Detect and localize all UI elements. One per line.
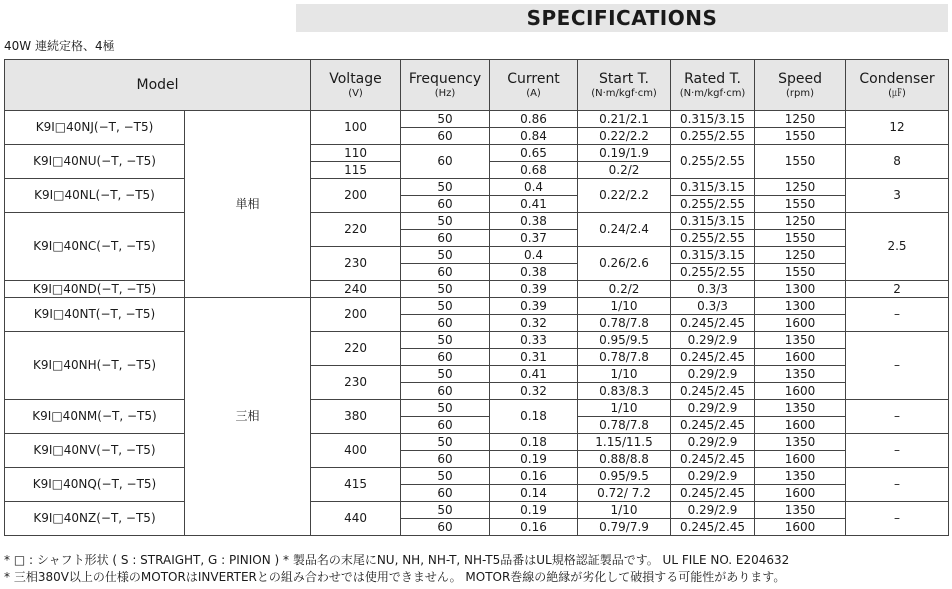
table-row bbox=[5, 145, 949, 162]
condenser-cell: – bbox=[846, 400, 949, 434]
voltage-cell: 110 bbox=[311, 145, 401, 162]
speed-cell: 1600 bbox=[755, 417, 846, 434]
current-cell: 0.39 bbox=[490, 298, 578, 315]
condenser-cell: 2 bbox=[846, 281, 949, 298]
model-cell: K9I□40NV(−T, −T5) bbox=[5, 434, 185, 468]
speed-cell: 1250 bbox=[755, 179, 846, 196]
rated-torque-cell: 0.245/2.45 bbox=[671, 451, 755, 468]
condenser-cell: 2.5 bbox=[846, 213, 949, 281]
header-frequency: Frequency (Hz) bbox=[401, 60, 490, 111]
speed-cell: 1600 bbox=[755, 383, 846, 400]
rated-torque-cell: 0.29/2.9 bbox=[671, 468, 755, 485]
rated-torque-cell: 0.255/2.55 bbox=[671, 196, 755, 213]
speed-cell: 1350 bbox=[755, 366, 846, 383]
frequency-cell: 50 bbox=[401, 281, 490, 298]
voltage-cell: 230 bbox=[311, 366, 401, 400]
speed-cell: 1250 bbox=[755, 111, 846, 128]
current-cell: 0.16 bbox=[490, 468, 578, 485]
model-cell: K9I□40NZ(−T, −T5) bbox=[5, 502, 185, 536]
current-cell: 0.38 bbox=[490, 264, 578, 281]
current-cell: 0.18 bbox=[490, 434, 578, 451]
header-model: Model bbox=[5, 60, 311, 111]
start-torque-cell: 0.22/2.2 bbox=[578, 179, 671, 213]
speed-cell: 1300 bbox=[755, 281, 846, 298]
speed-cell: 1600 bbox=[755, 485, 846, 502]
voltage-cell: 200 bbox=[311, 179, 401, 213]
frequency-cell: 60 bbox=[401, 383, 490, 400]
start-torque-cell: 0.78/7.8 bbox=[578, 417, 671, 434]
rated-torque-cell: 0.315/3.15 bbox=[671, 213, 755, 230]
current-cell: 0.86 bbox=[490, 111, 578, 128]
speed-cell: 1300 bbox=[755, 298, 846, 315]
speed-cell: 1600 bbox=[755, 519, 846, 536]
voltage-cell: 415 bbox=[311, 468, 401, 502]
frequency-cell: 50 bbox=[401, 332, 490, 349]
condenser-cell: 12 bbox=[846, 111, 949, 145]
start-torque-cell: 0.2/2 bbox=[578, 162, 671, 179]
rated-torque-cell: 0.245/2.45 bbox=[671, 485, 755, 502]
rated-torque-cell: 0.3/3 bbox=[671, 298, 755, 315]
speed-cell: 1250 bbox=[755, 247, 846, 264]
start-torque-cell: 1/10 bbox=[578, 366, 671, 383]
voltage-cell: 240 bbox=[311, 281, 401, 298]
rated-torque-cell: 0.255/2.55 bbox=[671, 264, 755, 281]
voltage-cell: 220 bbox=[311, 332, 401, 366]
header-row bbox=[5, 60, 949, 111]
current-cell: 0.4 bbox=[490, 247, 578, 264]
model-cell: K9I□40NC(−T, −T5) bbox=[5, 213, 185, 281]
start-torque-cell: 0.22/2.2 bbox=[578, 128, 671, 145]
current-cell: 0.19 bbox=[490, 502, 578, 519]
current-cell: 0.68 bbox=[490, 162, 578, 179]
header-start-torque: Start T. (N·m/kgf·cm) bbox=[578, 60, 671, 111]
rated-torque-cell: 0.315/3.15 bbox=[671, 179, 755, 196]
frequency-cell: 60 bbox=[401, 145, 490, 179]
rated-torque-cell: 0.3/3 bbox=[671, 281, 755, 298]
start-torque-cell: 0.2/2 bbox=[578, 281, 671, 298]
model-cell: K9I□40NH(−T, −T5) bbox=[5, 332, 185, 400]
start-torque-cell: 0.72/ 7.2 bbox=[578, 485, 671, 502]
voltage-cell: 440 bbox=[311, 502, 401, 536]
rated-torque-cell: 0.255/2.55 bbox=[671, 145, 755, 179]
start-torque-cell: 0.21/2.1 bbox=[578, 111, 671, 128]
frequency-cell: 50 bbox=[401, 502, 490, 519]
speed-cell: 1550 bbox=[755, 196, 846, 213]
speed-cell: 1550 bbox=[755, 230, 846, 247]
frequency-cell: 60 bbox=[401, 485, 490, 502]
table-row bbox=[5, 434, 949, 451]
table-row bbox=[5, 179, 949, 196]
speed-cell: 1600 bbox=[755, 349, 846, 366]
table-row bbox=[5, 332, 949, 349]
model-cell: K9I□40NM(−T, −T5) bbox=[5, 400, 185, 434]
start-torque-cell: 0.19/1.9 bbox=[578, 145, 671, 162]
voltage-cell: 200 bbox=[311, 298, 401, 332]
table-row bbox=[5, 281, 949, 298]
condenser-cell: – bbox=[846, 468, 949, 502]
table-row bbox=[5, 111, 949, 128]
table-row bbox=[5, 502, 949, 519]
rated-torque-cell: 0.255/2.55 bbox=[671, 128, 755, 145]
model-cell: K9I□40NL(−T, −T5) bbox=[5, 179, 185, 213]
current-cell: 0.33 bbox=[490, 332, 578, 349]
rated-torque-cell: 0.315/3.15 bbox=[671, 111, 755, 128]
page-title: SPECIFICATIONS bbox=[526, 6, 718, 30]
frequency-cell: 60 bbox=[401, 264, 490, 281]
header-condenser: Condenser (㎌) bbox=[846, 60, 949, 111]
rated-torque-cell: 0.29/2.9 bbox=[671, 366, 755, 383]
start-torque-cell: 0.95/9.5 bbox=[578, 332, 671, 349]
speed-cell: 1350 bbox=[755, 434, 846, 451]
current-cell: 0.37 bbox=[490, 230, 578, 247]
condenser-cell: – bbox=[846, 434, 949, 468]
rated-torque-cell: 0.315/3.15 bbox=[671, 247, 755, 264]
table-row bbox=[5, 213, 949, 230]
frequency-cell: 50 bbox=[401, 468, 490, 485]
current-cell: 0.39 bbox=[490, 281, 578, 298]
model-cell: K9I□40NQ(−T, −T5) bbox=[5, 468, 185, 502]
start-torque-cell: 0.95/9.5 bbox=[578, 468, 671, 485]
phase-single: 単相 bbox=[185, 111, 311, 298]
frequency-cell: 50 bbox=[401, 111, 490, 128]
rated-torque-cell: 0.245/2.45 bbox=[671, 417, 755, 434]
start-torque-cell: 0.78/7.8 bbox=[578, 349, 671, 366]
model-cell: K9I□40NJ(−T, −T5) bbox=[5, 111, 185, 145]
frequency-cell: 60 bbox=[401, 451, 490, 468]
subtitle: 40W 連続定格、4極 bbox=[4, 39, 115, 53]
start-torque-cell: 1.15/11.5 bbox=[578, 434, 671, 451]
rated-torque-cell: 0.245/2.45 bbox=[671, 349, 755, 366]
rated-torque-cell: 0.29/2.9 bbox=[671, 502, 755, 519]
speed-cell: 1250 bbox=[755, 213, 846, 230]
voltage-cell: 115 bbox=[311, 162, 401, 179]
frequency-cell: 50 bbox=[401, 298, 490, 315]
rated-torque-cell: 0.245/2.45 bbox=[671, 519, 755, 536]
current-cell: 0.65 bbox=[490, 145, 578, 162]
condenser-cell: – bbox=[846, 332, 949, 400]
model-cell: K9I□40NU(−T, −T5) bbox=[5, 145, 185, 179]
header-speed: Speed (rpm) bbox=[755, 60, 846, 111]
condenser-cell: 8 bbox=[846, 145, 949, 179]
current-cell: 0.16 bbox=[490, 519, 578, 536]
frequency-cell: 60 bbox=[401, 196, 490, 213]
start-torque-cell: 0.88/8.8 bbox=[578, 451, 671, 468]
model-cell: K9I□40ND(−T, −T5) bbox=[5, 281, 185, 298]
table-row bbox=[5, 400, 949, 417]
title-bar bbox=[296, 4, 948, 32]
rated-torque-cell: 0.245/2.45 bbox=[671, 315, 755, 332]
voltage-cell: 230 bbox=[311, 247, 401, 281]
footnote-shaft-ul: * □ : シャフト形状 ( S : STRAIGHT, G : PINION ) * 製品名の末尾にNU, NH, NH-T, NH-T5品番はUL規格認証製品です。 UL FILE NO. E204632 bbox=[4, 553, 790, 567]
start-torque-cell: 1/10 bbox=[578, 502, 671, 519]
start-torque-cell: 0.24/2.4 bbox=[578, 213, 671, 247]
voltage-cell: 100 bbox=[311, 111, 401, 145]
start-torque-cell: 0.78/7.8 bbox=[578, 315, 671, 332]
header-voltage: Voltage (V) bbox=[311, 60, 401, 111]
current-cell: 0.41 bbox=[490, 366, 578, 383]
current-cell: 0.4 bbox=[490, 179, 578, 196]
current-cell: 0.84 bbox=[490, 128, 578, 145]
frequency-cell: 60 bbox=[401, 230, 490, 247]
frequency-cell: 50 bbox=[401, 247, 490, 264]
frequency-cell: 60 bbox=[401, 128, 490, 145]
current-cell: 0.32 bbox=[490, 315, 578, 332]
start-torque-cell: 1/10 bbox=[578, 298, 671, 315]
frequency-cell: 50 bbox=[401, 434, 490, 451]
speed-cell: 1550 bbox=[755, 264, 846, 281]
table-row bbox=[5, 298, 949, 315]
current-cell: 0.31 bbox=[490, 349, 578, 366]
start-torque-cell: 0.26/2.6 bbox=[578, 247, 671, 281]
model-cell: K9I□40NT(−T, −T5) bbox=[5, 298, 185, 332]
phase-three: 三相 bbox=[185, 298, 311, 536]
condenser-cell: – bbox=[846, 298, 949, 332]
table-row bbox=[5, 468, 949, 485]
frequency-cell: 50 bbox=[401, 213, 490, 230]
current-cell: 0.38 bbox=[490, 213, 578, 230]
footnote-inverter-warning: * 三相380V以上の仕様のMOTORはINVERTERとの組み合わせでは使用できません。 MOTOR巻線の絶縁が劣化して破損する可能性があります。 bbox=[4, 570, 786, 584]
rated-torque-cell: 0.245/2.45 bbox=[671, 383, 755, 400]
current-cell: 0.32 bbox=[490, 383, 578, 400]
footnotes bbox=[4, 552, 789, 586]
speed-cell: 1350 bbox=[755, 468, 846, 485]
current-cell: 0.41 bbox=[490, 196, 578, 213]
start-torque-cell: 0.79/7.9 bbox=[578, 519, 671, 536]
speed-cell: 1350 bbox=[755, 332, 846, 349]
condenser-cell: – bbox=[846, 502, 949, 536]
voltage-cell: 220 bbox=[311, 213, 401, 247]
rated-torque-cell: 0.29/2.9 bbox=[671, 434, 755, 451]
frequency-cell: 60 bbox=[401, 519, 490, 536]
rated-torque-cell: 0.29/2.9 bbox=[671, 332, 755, 349]
header-rated-torque: Rated T. (N·m/kgf·cm) bbox=[671, 60, 755, 111]
voltage-cell: 380 bbox=[311, 400, 401, 434]
frequency-cell: 60 bbox=[401, 417, 490, 434]
speed-cell: 1550 bbox=[755, 145, 846, 179]
frequency-cell: 50 bbox=[401, 400, 490, 417]
frequency-cell: 60 bbox=[401, 349, 490, 366]
frequency-cell: 50 bbox=[401, 366, 490, 383]
spec-table bbox=[4, 59, 949, 536]
speed-cell: 1350 bbox=[755, 400, 846, 417]
frequency-cell: 60 bbox=[401, 315, 490, 332]
condenser-cell: 3 bbox=[846, 179, 949, 213]
header-current: Current (A) bbox=[490, 60, 578, 111]
voltage-cell: 400 bbox=[311, 434, 401, 468]
speed-cell: 1600 bbox=[755, 315, 846, 332]
start-torque-cell: 0.83/8.3 bbox=[578, 383, 671, 400]
current-cell: 0.18 bbox=[490, 400, 578, 434]
current-cell: 0.14 bbox=[490, 485, 578, 502]
speed-cell: 1350 bbox=[755, 502, 846, 519]
rated-torque-cell: 0.29/2.9 bbox=[671, 400, 755, 417]
speed-cell: 1550 bbox=[755, 128, 846, 145]
frequency-cell: 50 bbox=[401, 179, 490, 196]
speed-cell: 1600 bbox=[755, 451, 846, 468]
rated-torque-cell: 0.255/2.55 bbox=[671, 230, 755, 247]
current-cell: 0.19 bbox=[490, 451, 578, 468]
start-torque-cell: 1/10 bbox=[578, 400, 671, 417]
